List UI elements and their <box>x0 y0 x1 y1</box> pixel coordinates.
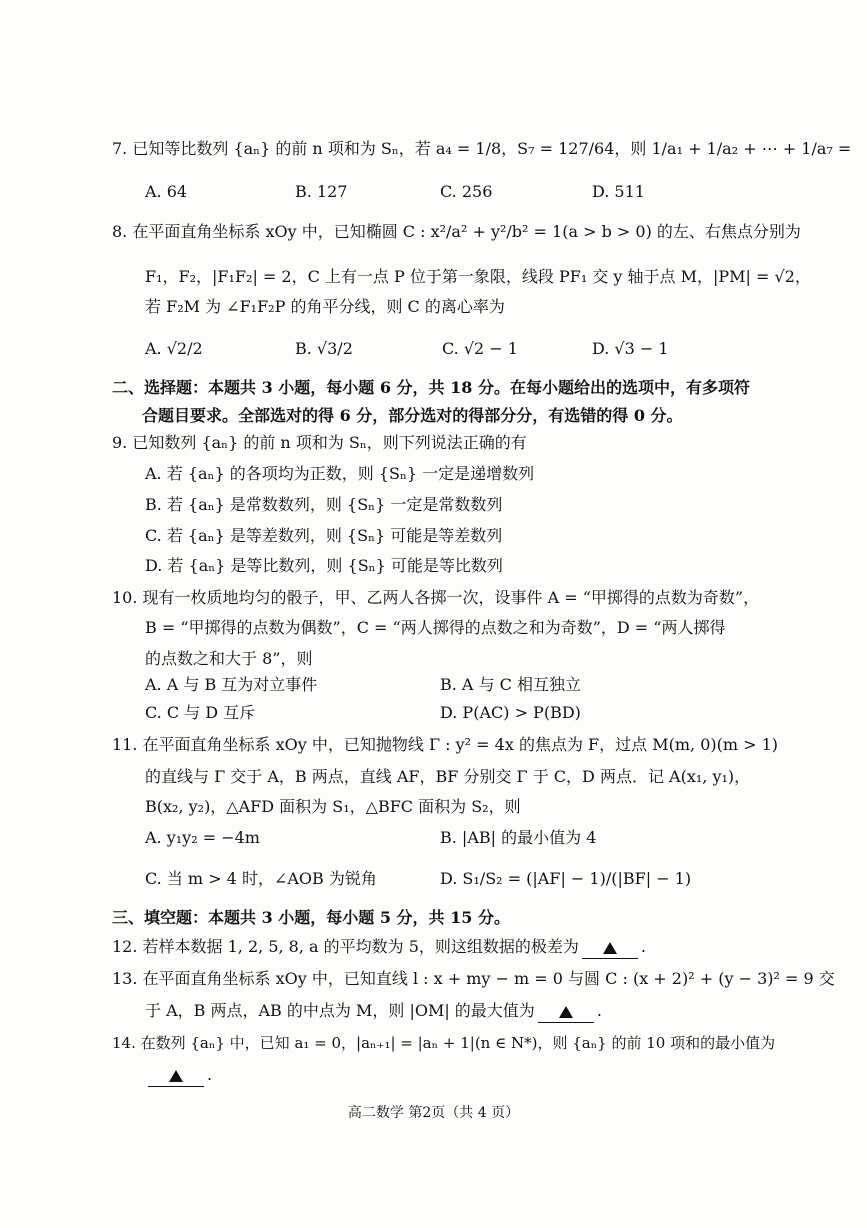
q11-option-d: D. S₁/S₂ = (|AF| − 1)/(|BF| − 1) <box>440 869 692 888</box>
q12-period: . <box>640 937 647 956</box>
triangle-icon <box>559 1006 573 1018</box>
q7-option-c: C. 256 <box>440 182 493 201</box>
section-3-heading: 三、填空题：本题共 3 小题，每小题 5 分，共 15 分。 <box>112 908 510 927</box>
q14-line-1: 14. 在数列 {aₙ} 中，已知 a₁ = 0，|aₙ₊₁| = |aₙ + 1|(n ∈ N*)，则 {aₙ} 的前 10 项和的最小值为 <box>112 1034 776 1052</box>
q10-line-2: B = “甲掷得的点数为偶数”，C = “两人掷得的点数之和为奇数”，D = “两人掷得 <box>145 618 726 637</box>
q13-text: 于 A，B 两点，AB 的中点为 M，则 |OM| 的最大值为 <box>145 1001 535 1020</box>
q11-option-b: B. |AB| 的最小值为 4 <box>440 828 597 847</box>
q13-answer-blank[interactable] <box>538 1000 594 1023</box>
q12-answer-blank[interactable] <box>582 936 638 959</box>
q9-option-c: C. 若 {aₙ} 是等差数列，则 {Sₙ} 可能是等差数列 <box>145 526 503 545</box>
q9-stem: 9. 已知数列 {aₙ} 的前 n 项和为 Sₙ，则下列说法正确的有 <box>112 433 527 452</box>
q12-line <box>112 936 646 959</box>
q14-line-2 <box>145 1064 212 1087</box>
q14-period: . <box>207 1065 213 1084</box>
q12-text: 12. 若样本数据 1, 2, 5, 8, a 的平均数为 5，则这组数据的极差为 <box>112 937 579 956</box>
q11-line-1: 11. 在平面直角坐标系 xOy 中，已知抛物线 Γ : y² = 4x 的焦点为 F，过点 M(m, 0)(m > 1) <box>112 735 779 754</box>
q7-option-a: A. 64 <box>145 182 188 201</box>
q11-option-c: C. 当 m > 4 时，∠AOB 为锐角 <box>145 869 377 888</box>
q10-option-b: B. A 与 C 相互独立 <box>440 675 581 694</box>
q13-period: . <box>596 1001 602 1020</box>
q10-option-d: D. P(AC) > P(BD) <box>440 703 581 722</box>
q8-option-a: A. √2/2 <box>145 339 203 358</box>
q11-line-3: B(x₂, y₂)，△AFD 面积为 S₁，△BFC 面积为 S₂，则 <box>145 797 521 816</box>
q8-option-c: C. √2 − 1 <box>442 339 518 358</box>
q9-option-d: D. 若 {aₙ} 是等比数列，则 {Sₙ} 可能是等比数列 <box>145 556 503 575</box>
q13-line-1: 13. 在平面直角坐标系 xOy 中，已知直线 l : x + my − m = 0 与圆 C : (x + 2)² + (y − 3)² = 9 交 <box>112 969 835 988</box>
q8-option-b: B. √3/2 <box>295 339 353 358</box>
triangle-icon <box>169 1070 183 1082</box>
section-2-heading-line-1: 二、选择题：本题共 3 小题，每小题 6 分，共 18 分。在每小题给出的选项中，有多项符 <box>112 378 750 397</box>
q11-option-a: A. y₁y₂ = −4m <box>145 828 260 847</box>
q11-line-2: 的直线与 Γ 交于 A，B 两点，直线 AF，BF 分别交 Γ 于 C，D 两点．记 A(x₁, y₁)， <box>145 767 751 786</box>
q10-option-c: C. C 与 D 互斥 <box>145 703 256 722</box>
q13-line-2 <box>145 1000 602 1023</box>
page-footer: 高二数学 第2页（共 4 页） <box>347 1105 520 1121</box>
q10-line-3: 的点数之和大于 8”，则 <box>145 649 313 668</box>
q10-option-a: A. A 与 B 互为对立事件 <box>145 675 318 694</box>
q9-option-a: A. 若 {aₙ} 的各项均为正数，则 {Sₙ} 一定是递增数列 <box>145 464 535 483</box>
q7-option-b: B. 127 <box>295 182 348 201</box>
q8-line-2: F₁，F₂，|F₁F₂| = 2，C 上有一点 P 位于第一象限，线段 PF₁ 交 y 轴于点 M，|PM| = √2， <box>145 267 811 286</box>
q9-option-b: B. 若 {aₙ} 是常数数列，则 {Sₙ} 一定是常数数列 <box>145 495 503 514</box>
triangle-icon <box>603 942 617 954</box>
q8-line-3: 若 F₂M 为 ∠F₁F₂P 的角平分线，则 C 的离心率为 <box>145 297 505 316</box>
q7-stem: 7. 已知等比数列 {aₙ} 的前 n 项和为 Sₙ，若 a₄ = 1/8，S₇ = 127/64，则 1/a₁ + 1/a₂ + ⋯ + 1/a₇ = <box>112 139 852 158</box>
q7-option-d: D. 511 <box>592 182 645 201</box>
q8-option-d: D. √3 − 1 <box>592 339 669 358</box>
q14-answer-blank[interactable] <box>148 1064 204 1087</box>
section-2-heading-line-2: 合题目要求。全部选对的得 6 分，部分选对的得部分分，有选错的得 0 分。 <box>142 406 683 425</box>
q8-line-1: 8. 在平面直角坐标系 xOy 中，已知椭圆 C : x²/a² + y²/b² = 1(a > b > 0) 的左、右焦点分别为 <box>112 222 801 241</box>
q10-line-1: 10. 现有一枚质地均匀的骰子，甲、乙两人各掷一次，设事件 A = “甲掷得的点数为奇数”， <box>112 588 760 607</box>
